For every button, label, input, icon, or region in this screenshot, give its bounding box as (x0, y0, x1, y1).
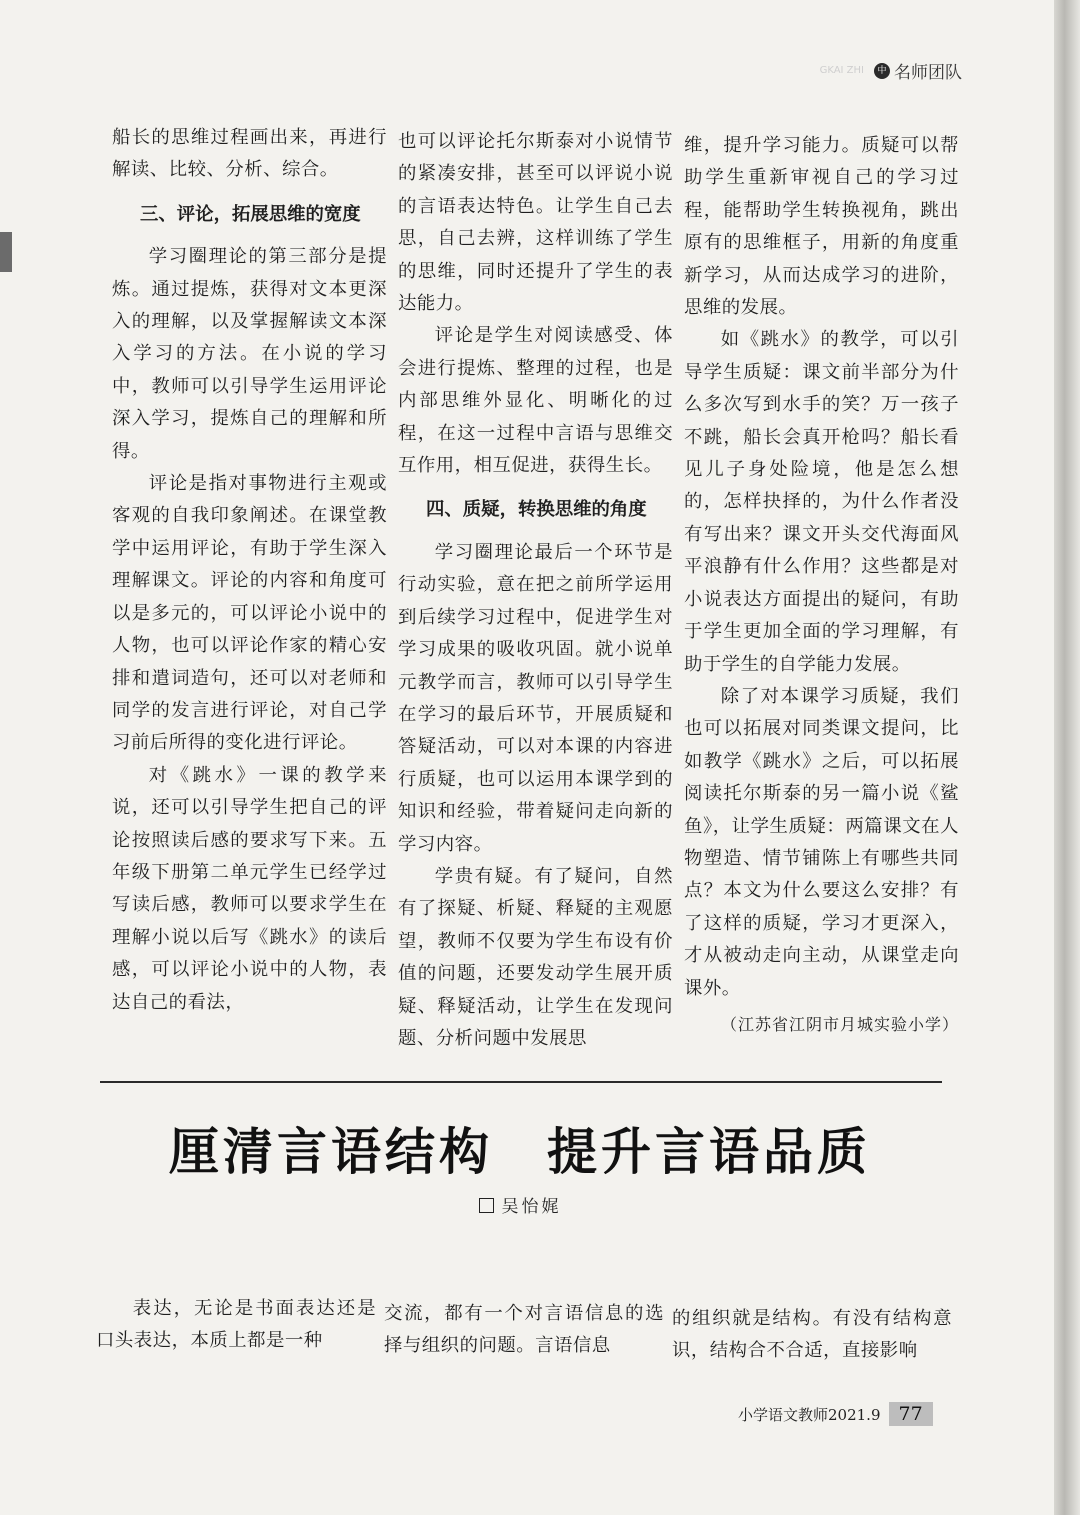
section-header (820, 58, 962, 83)
paragraph: 也可以评论托尔斯泰对小说情节的紧凑安排，甚至可以评说小说的言语表达特色。让学生自己去思，自己去辨，这样训练了学生的思维，同时还提升了学生的表达能力。 (398, 131, 673, 315)
paragraph: 如《跳水》的教学，可以引导学生质疑：课文前半部分为什么多次写到水手的笑？万一孩子不跳，船长会真开枪吗？船长看见儿子身处险境，他是怎么想的，怎样抉择的，为什么作者没有写出来？课文开头交代海面风平浪静有什么作用？这些都是对小说表达方面提出的疑问，有助于学生更加全面的学习理解，有助于学生的自学能力发展。 (684, 329, 959, 675)
column-3 (684, 130, 959, 1041)
page-footer (738, 1402, 933, 1426)
section-heading: 三、评论，拓展思维的宽度 (140, 203, 361, 225)
paragraph: 学习圈理论的第三部分是提炼。通过提炼，获得对文本更深入的理解，以及掌握解读文本深入学习的方法。在小说的学习中，教师可以引导学生运用评论深入学习，提炼自己的理解和所得。 (112, 246, 387, 462)
author-box-icon (479, 1198, 494, 1213)
paragraph: 除了对本课学习质疑，我们也可以拓展对同类课文提问，比如教学《跳水》之后，可以拓展阅读托尔斯泰的另一篇小说《鲨鱼》，让学生质疑：两篇课文在人物塑造、情节铺陈上有哪些共同点？本文为什么要这么安排？有了这样的质疑，学习才更深入，才从被动走向主动，从课堂走向课外。 (684, 685, 959, 999)
author-name: 吴怡娓 (501, 1197, 562, 1217)
paragraph: 对《跳水》一课的教学来说，还可以引导学生把自己的评论按照读后感的要求写下来。五年级下册第二单元学生已经学过写读后感，教师可以要求学生在理解小说以后写《跳水》的读后感，可以评论小说中的人物，表达自己的看法， (112, 764, 387, 1013)
journal-name: 小学语文教师2021.9 (738, 1405, 881, 1424)
column-2 (398, 126, 673, 1055)
paragraph: 评论是学生对阅读感受、体会进行提炼、整理的过程，也是内部思维外显化、明晰化的过程，在这一过程中言语与思维交互作用，相互促进，获得生长。 (398, 325, 673, 477)
section-icon: 中 (874, 63, 890, 79)
paragraph: 学习圈理论最后一个环节是行动实验，意在把之前所学运用到后续学习过程中，促进学生对学习成果的吸收巩固。就小说单元教学而言，教师可以引导学生在学习的最后环节，开展质疑和答疑活动，可以对本课的内容进行质疑，也可以运用本课学到的知识和经验，带着疑问走向新的学习内容。 (398, 541, 673, 855)
paragraph: 的组织就是结构。有没有结构意识，结构合不合适，直接影响 (672, 1308, 952, 1361)
page-edge (1054, 0, 1080, 1515)
page-number: 77 (889, 1402, 933, 1426)
paragraph: 船长的思维过程画出来，再进行解读、比较、分析、综合。 (112, 127, 387, 181)
bottom-column-2 (384, 1298, 664, 1362)
author-affiliation: （江苏省江阴市月城实验小学） (720, 1014, 959, 1034)
header-ghost-text: GKAI ZHI (819, 65, 864, 76)
paragraph: 交流，都有一个对言语信息的选择与组织的问题。言语信息 (384, 1303, 664, 1356)
section-heading: 四、质疑，转换思维的角度 (426, 499, 647, 521)
paragraph: 维，提升学习能力。质疑可以帮助学生重新审视自己的学习过程，能帮助学生转换视角，跳出原有的思维框子，用新的角度重新学习，从而达成学习的进阶，思维的发展。 (684, 135, 959, 319)
article-author (0, 1192, 1040, 1217)
article-title: 厘清言语结构 提升言语品质 (169, 1122, 871, 1181)
section-title: 名师团队 (894, 63, 962, 83)
paragraph: 评论是指对事物进行主观或客观的自我印象阐述。在课堂教学中运用评论，有助于学生深入理解课文。评论的内容和角度可以是多元的，可以评论小说中的人物，也可以评论作家的精心安排和遣词造句，还可以对老师和同学的发言进行评论，对自己学习前后所得的变化进行评论。 (112, 473, 387, 754)
paragraph: 表达，无论是书面表达还是口头表达，本质上都是一种 (96, 1298, 376, 1351)
bottom-column-3 (672, 1303, 952, 1367)
bottom-column-1 (96, 1293, 376, 1357)
column-1 (112, 122, 387, 1019)
article-divider (100, 1081, 942, 1083)
binding-mark (0, 232, 12, 272)
paragraph: 学贵有疑。有了疑问，自然有了探疑、析疑、释疑的主观愿望，教师不仅要为学生布设有价值的问题，还要发动学生展开质疑、释疑活动，让学生在发现问题、分析问题中发展思 (398, 865, 673, 1049)
